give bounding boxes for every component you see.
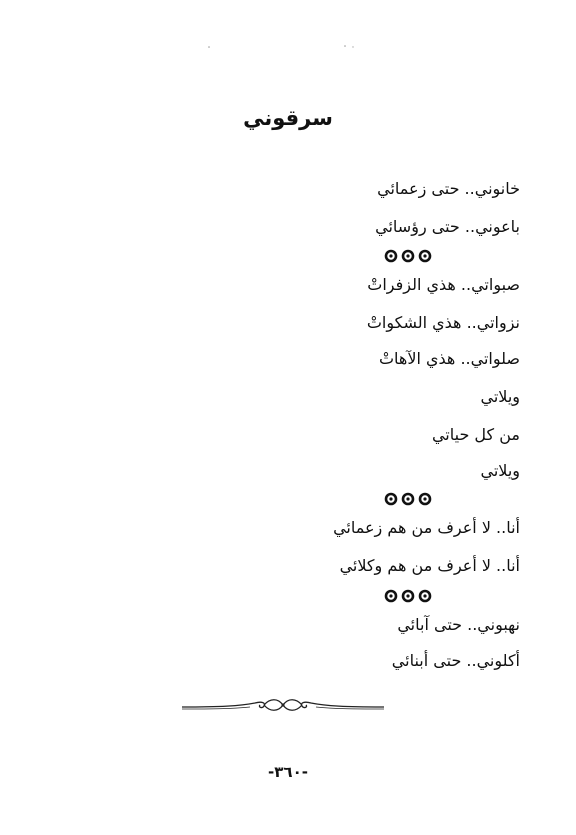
poem-line: ويلاتي [480,461,520,480]
poem-line: صلواتي.. هذي الآهاتْ [378,349,520,368]
flower-icon [401,589,415,603]
flower-icon [401,249,415,263]
poem-line: خانوني.. حتى زعمائي [377,179,520,198]
flower-separator [383,589,433,603]
poem-line: ويلاتي [480,387,520,406]
poem-line: من كل حياتي [431,425,520,444]
flower-separator [383,492,433,506]
poem-line: أنا.. لا أعرف من هم وكلائي [339,556,520,575]
flower-icon [384,492,398,506]
flower-separator [383,249,433,263]
poem-title: سرقوني [243,106,333,130]
page-number: -٣٦٠- [268,763,308,781]
flower-icon [384,589,398,603]
poem-line: نهبوني.. حتى آبائي [397,615,520,634]
flower-icon [418,492,432,506]
poem-line: صبواتي.. هذي الزفراتْ [367,275,520,294]
scan-specks [205,44,365,50]
poem-line: نزواتي.. هذي الشكواتْ [366,313,520,332]
poem-line: باعوني.. حتى رؤسائي [375,217,520,236]
flower-icon [418,249,432,263]
ornament-divider [180,694,386,716]
poem-line: أكلوني.. حتى أبنائي [391,651,520,670]
flower-icon [384,249,398,263]
flower-icon [401,492,415,506]
poem-line: أنا.. لا أعرف من هم زعمائي [333,518,520,537]
flower-icon [418,589,432,603]
